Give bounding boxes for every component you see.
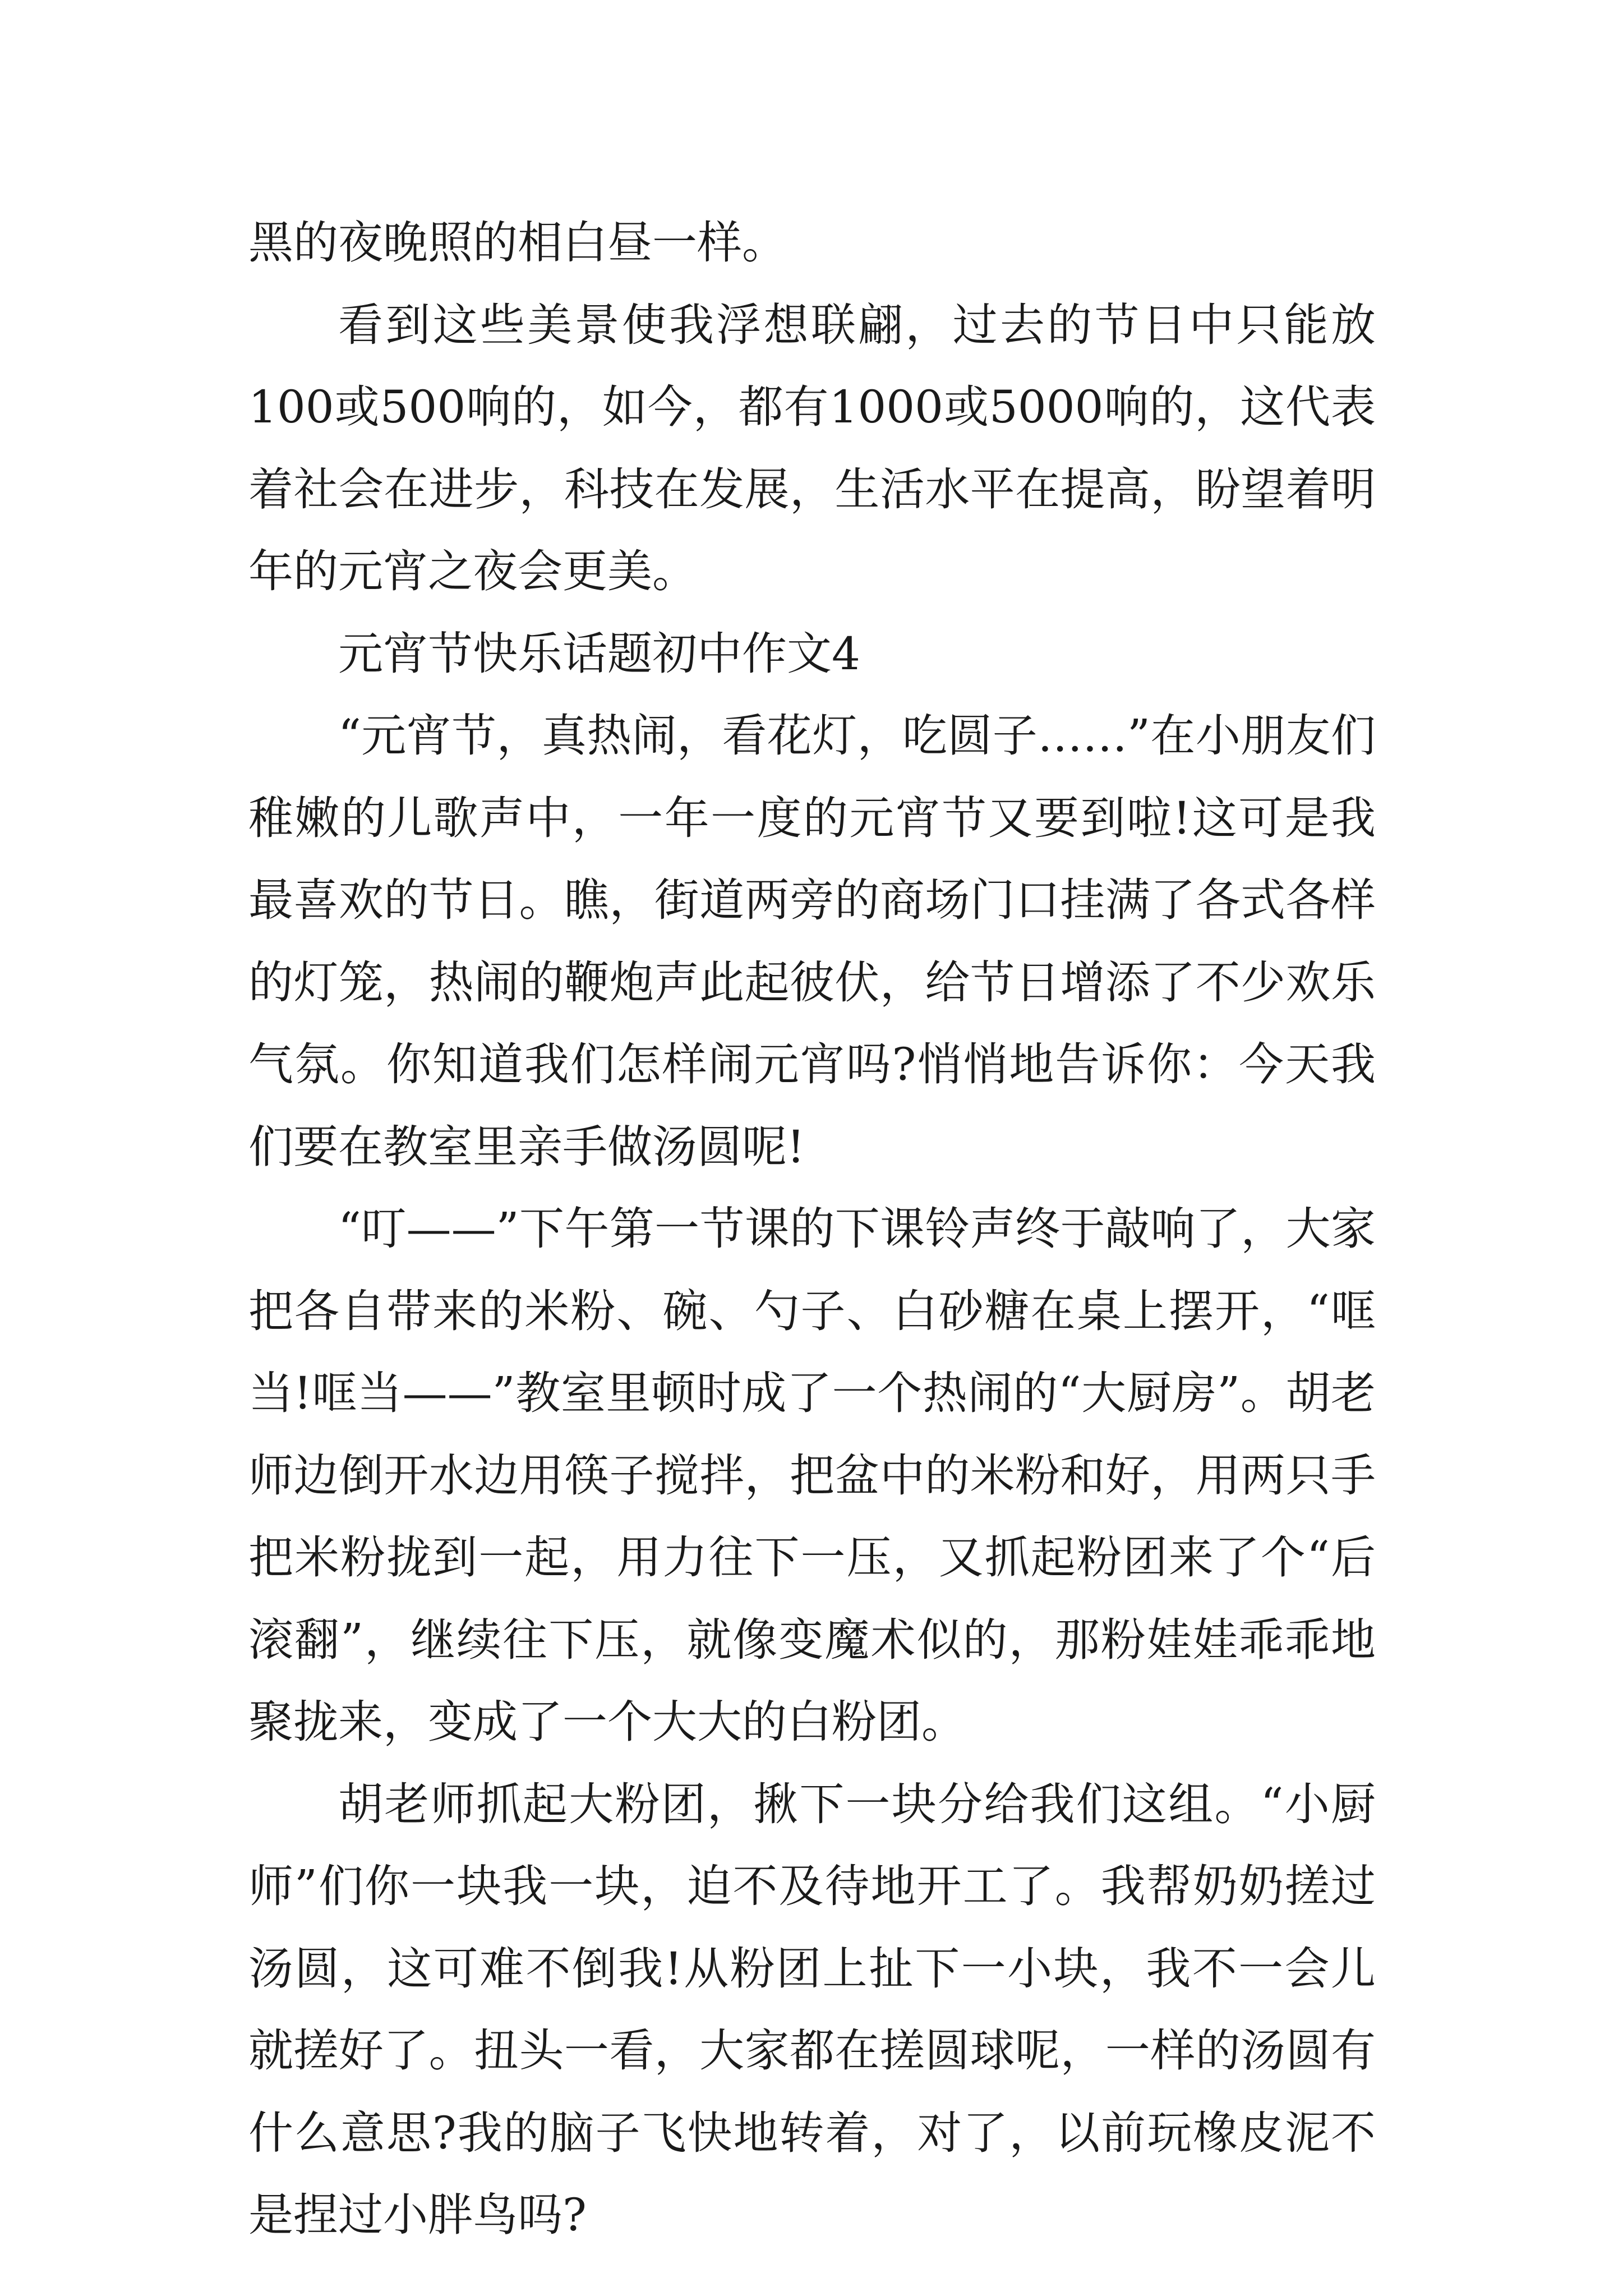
paragraph-dough: 胡老师抓起大粉团，揪下一块分给我们这组。“小厨师”们你一块我一块，迫不及待地开工了。我帮奶奶搓过汤圆，这可难不倒我!从粉团上扯下一小块，我不一会儿就搓好了。扭头一看，大家都在搓圆球呢，一样的汤圆有什么意思?我的脑子飞快地转着，对了，以前玩橡皮泥不是捏过小胖鸟吗? xyxy=(248,1778,1376,2241)
paragraph-intro: “元宵节，真热闹，看花灯，吃圆子……”在小朋友们稚嫩的儿歌声中，一年一度的元宵节又要到啦!这可是我最喜欢的节日。瞧，街道两旁的商场门口挂满了各式各样的灯笼，热闹的鞭炮声此起彼伏，给节日增添了不少欢乐气氛。你知道我们怎样闹元宵吗?悄悄地告诉你：今天我们要在教室里亲手做汤圆呢! xyxy=(248,710,1376,1173)
paragraph-firecrackers: 看到这些美景使我浮想联翩，过去的节日中只能放100或500响的，如今，都有1000或5000响的，这代表着社会在进步，科技在发展，生活水平在提高，盼望着明年的元宵之夜会更美。 xyxy=(248,298,1376,597)
paragraph-continuation: 黑的夜晚照的相白昼一样。 xyxy=(248,217,787,269)
essay-heading: 元宵节快乐话题初中作文4 xyxy=(338,627,860,680)
document-body xyxy=(248,202,1376,2257)
paragraph-bell: “叮——”下午第一节课的下课铃声终于敲响了，大家把各自带来的米粉、碗、勺子、白砂糖在桌上摆开，“哐当!哐当——”教室里顿时成了一个热闹的“大厨房”。胡老师边倒开水边用筷子搅拌，把盆中的米粉和好，用两只手把米粉拢到一起，用力往下一压，又抓起粉团来了个“后滚翻”，继续往下压，就像变魔术似的，那粉娃娃乖乖地聚拢来，变成了一个大大的白粉团。 xyxy=(248,1203,1376,1748)
